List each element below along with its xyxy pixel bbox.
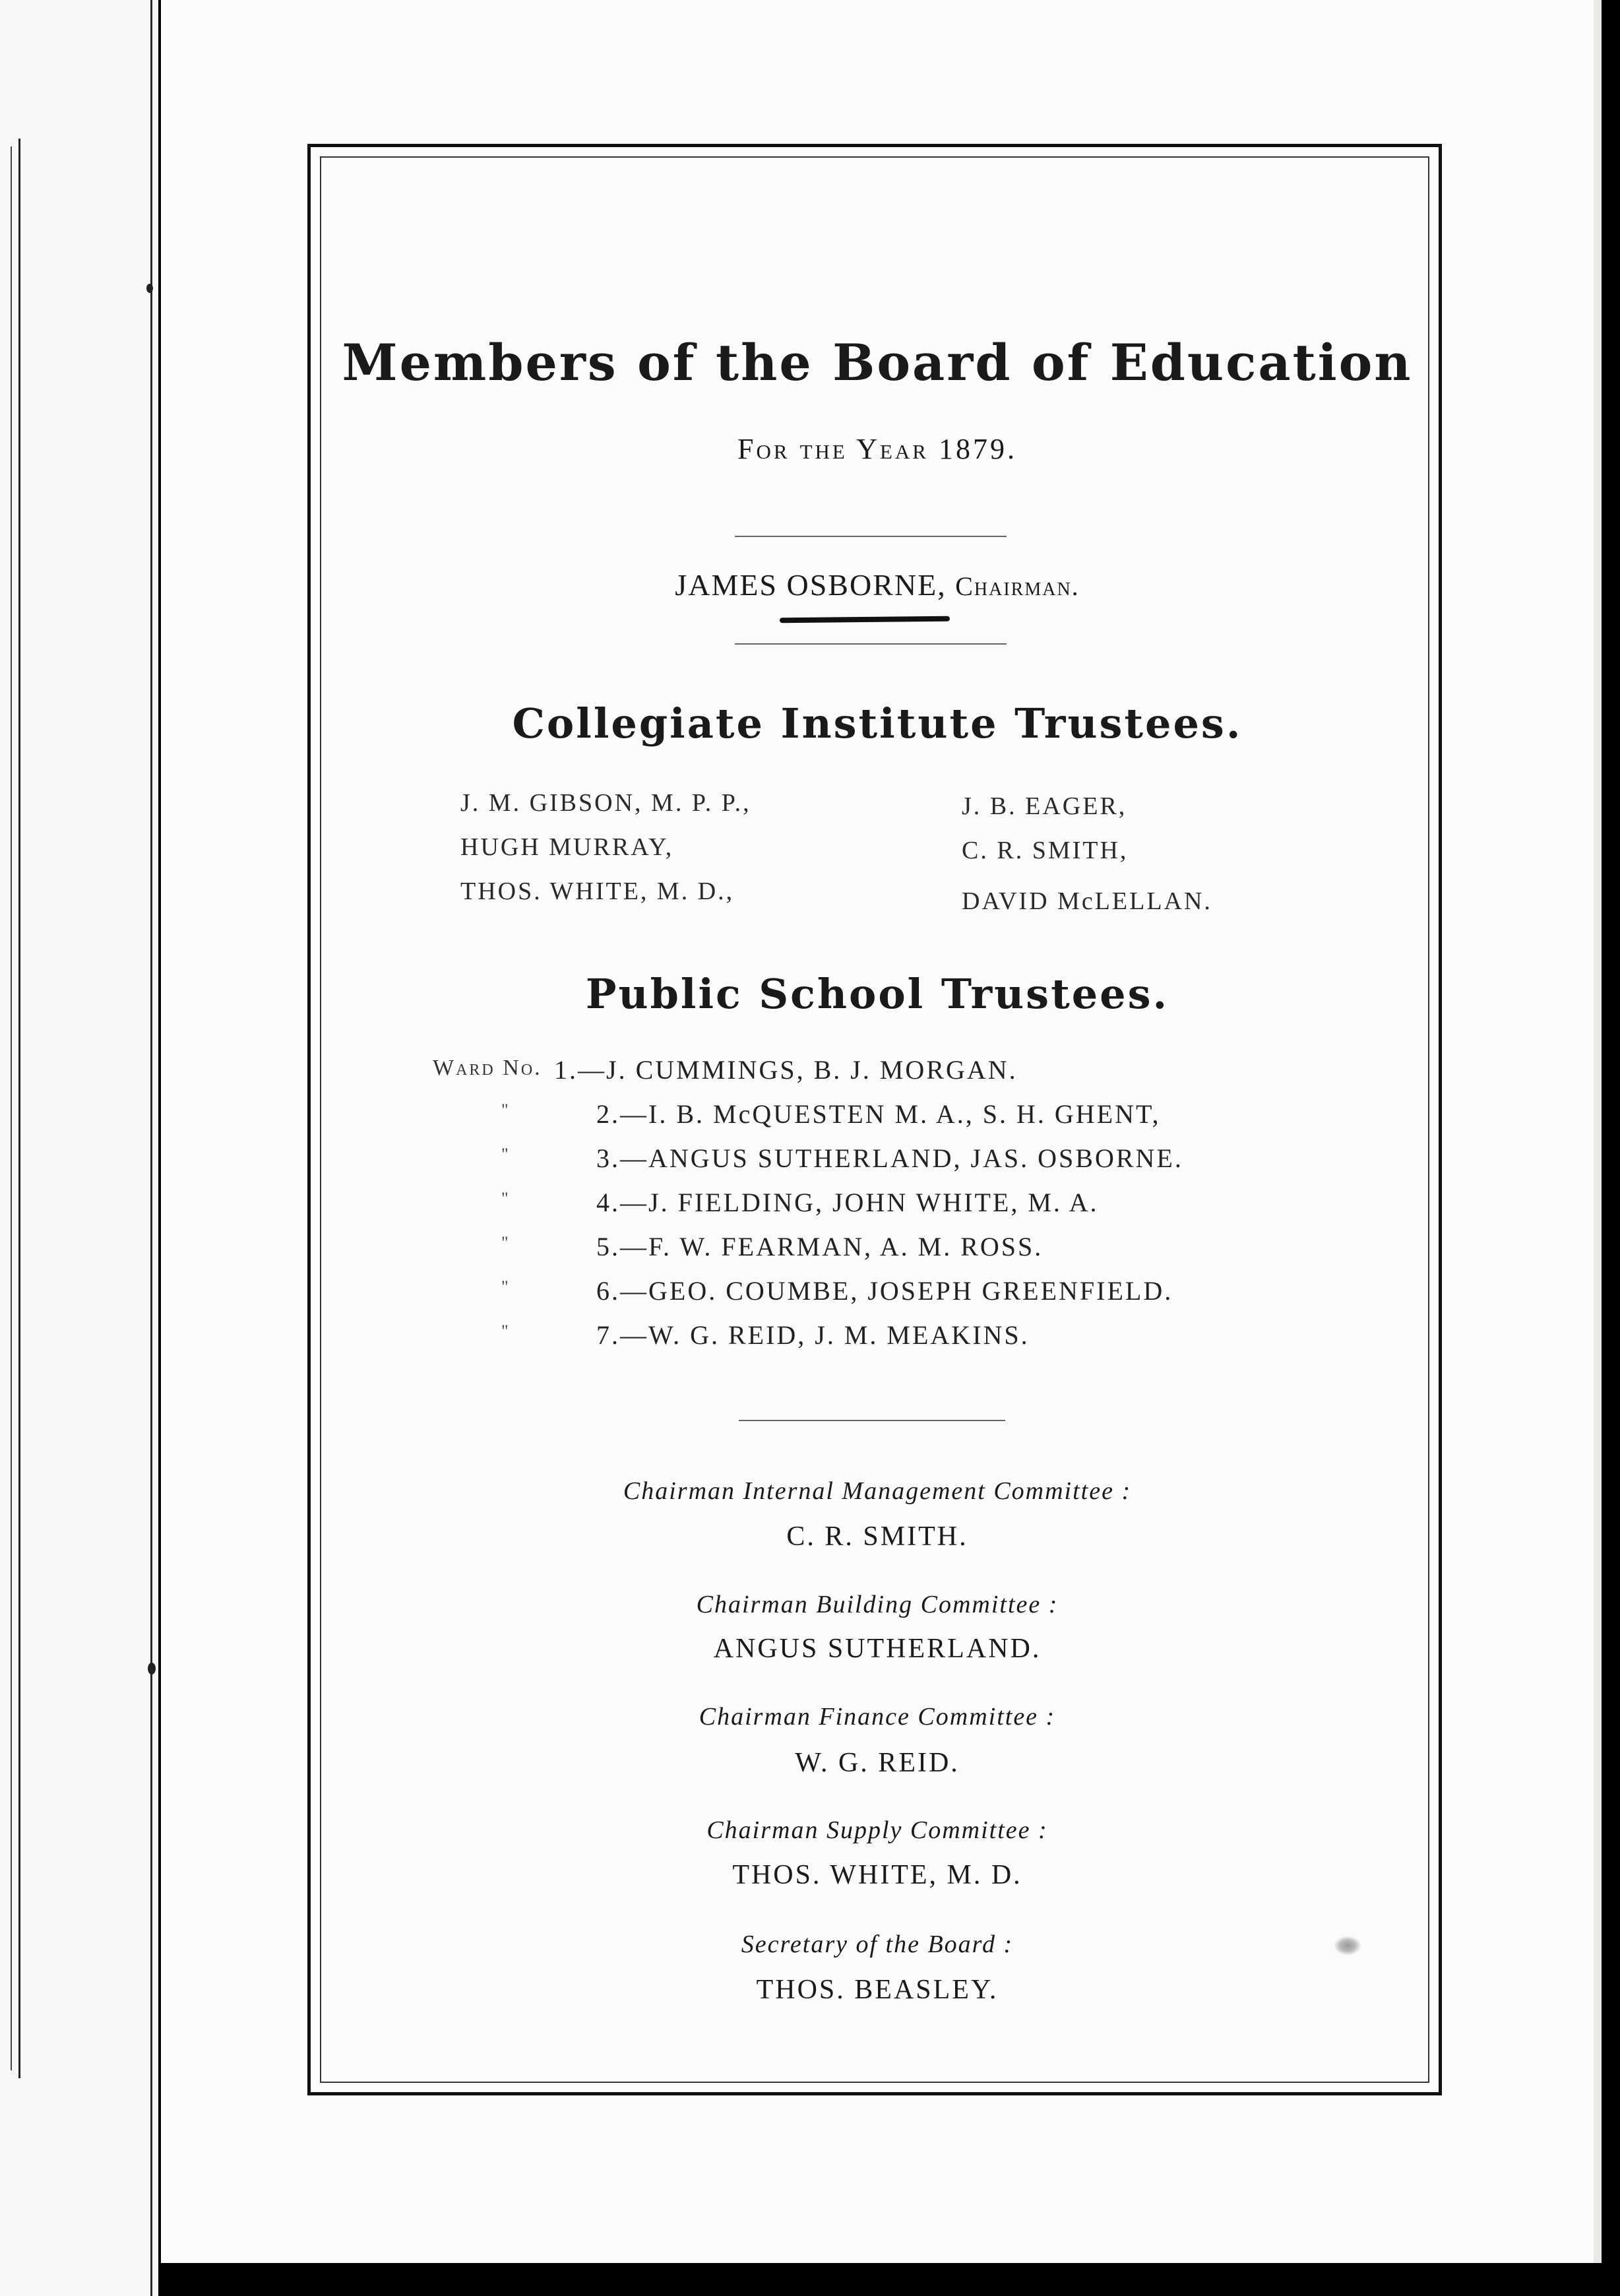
committee-chair-name: ANGUS SUTHERLAND. [713,1634,1042,1664]
ward-number-label: Ward No. [433,1056,542,1080]
collegiate-trustee: C. R. SMITH, [962,837,1129,864]
ward-row [596,1275,1173,1306]
ditto-mark: " [501,1189,509,1208]
page-subtitle: For the Year 1879. [737,433,1017,465]
ward-row [596,1099,1160,1130]
ward-row [596,1143,1183,1174]
ward-row [554,1054,1018,1085]
collegiate-trustees-heading: Collegiate Institute Trustees. [512,699,1243,748]
ward-number: 7. [596,1320,620,1350]
ward-trustees: —GEO. COUMBE, JOSEPH GREENFIELD. [620,1276,1173,1306]
page-right-edge [1594,0,1602,2263]
ditto-mark: " [501,1322,509,1341]
ward-number: 3. [596,1143,620,1173]
secretary-name: THOS. BEASLEY. [756,1975,999,2005]
page-gutter-line [150,0,152,2296]
committee-label: Chairman Supply Committee : [706,1816,1048,1844]
ward-number: 2. [596,1099,620,1129]
ward-trustees: —ANGUS SUTHERLAND, JAS. OSBORNE. [620,1143,1183,1173]
collegiate-trustee: J. M. GIBSON, M. P. P., [460,789,751,817]
ward-row [596,1231,1043,1262]
ward-trustees: —W. G. REID, J. M. MEAKINS. [620,1320,1030,1350]
ward-number: 4. [596,1188,620,1217]
divider [735,643,1007,645]
ward-trustees: —J. CUMMINGS, B. J. MORGAN. [578,1055,1018,1085]
divider [735,536,1007,537]
collegiate-trustee: HUGH MURRAY, [460,833,674,861]
ward-trustees: —F. W. FEARMAN, A. M. ROSS. [620,1232,1044,1261]
previous-page-edge [0,0,158,2296]
speck [148,1663,156,1674]
divider [739,1420,1005,1421]
secretary-label: Secretary of the Board : [741,1930,1014,1958]
ward-row [596,1320,1030,1351]
ditto-mark: " [501,1277,509,1296]
ditto-mark: " [501,1145,509,1164]
ink-smudge [1334,1936,1361,1956]
speck [146,284,153,293]
ward-trustees: —I. B. McQUESTEN M. A., S. H. GHENT, [620,1099,1161,1129]
ward-number: 6. [596,1276,620,1306]
handwritten-underline [780,616,950,623]
committee-chair-name: THOS. WHITE, M. D. [732,1860,1022,1890]
board-chairman [161,567,1594,602]
committee-label: Chairman Building Committee : [696,1591,1059,1618]
ward-trustees: —J. FIELDING, JOHN WHITE, M. A. [620,1188,1099,1217]
collegiate-trustee: DAVID McLELLAN. [962,887,1212,915]
collegiate-trustee: J. B. EAGER, [962,792,1127,820]
document-page [161,0,1594,2263]
previous-page-frame-inner [0,146,12,2070]
public-school-trustees-heading: Public School Trustees. [585,970,1169,1018]
ditto-mark: " [501,1233,509,1252]
ward-row [596,1187,1099,1218]
chairman-role: Chairman. [955,571,1080,601]
committee-chair-name: C. R. SMITH. [786,1521,968,1552]
ward-number: 5. [596,1232,620,1261]
committee-chair-name: W. G. REID. [795,1748,960,1778]
chairman-name: JAMES OSBORNE, [675,568,947,602]
ward-number: 1. [554,1055,578,1085]
committee-label: Chairman Internal Management Committee : [623,1477,1132,1505]
page-title: Members of the Board of Education [342,333,1413,392]
committee-label: Chairman Finance Committee : [699,1703,1056,1731]
ditto-mark: " [501,1100,509,1120]
collegiate-trustee: THOS. WHITE, M. D., [460,877,735,905]
